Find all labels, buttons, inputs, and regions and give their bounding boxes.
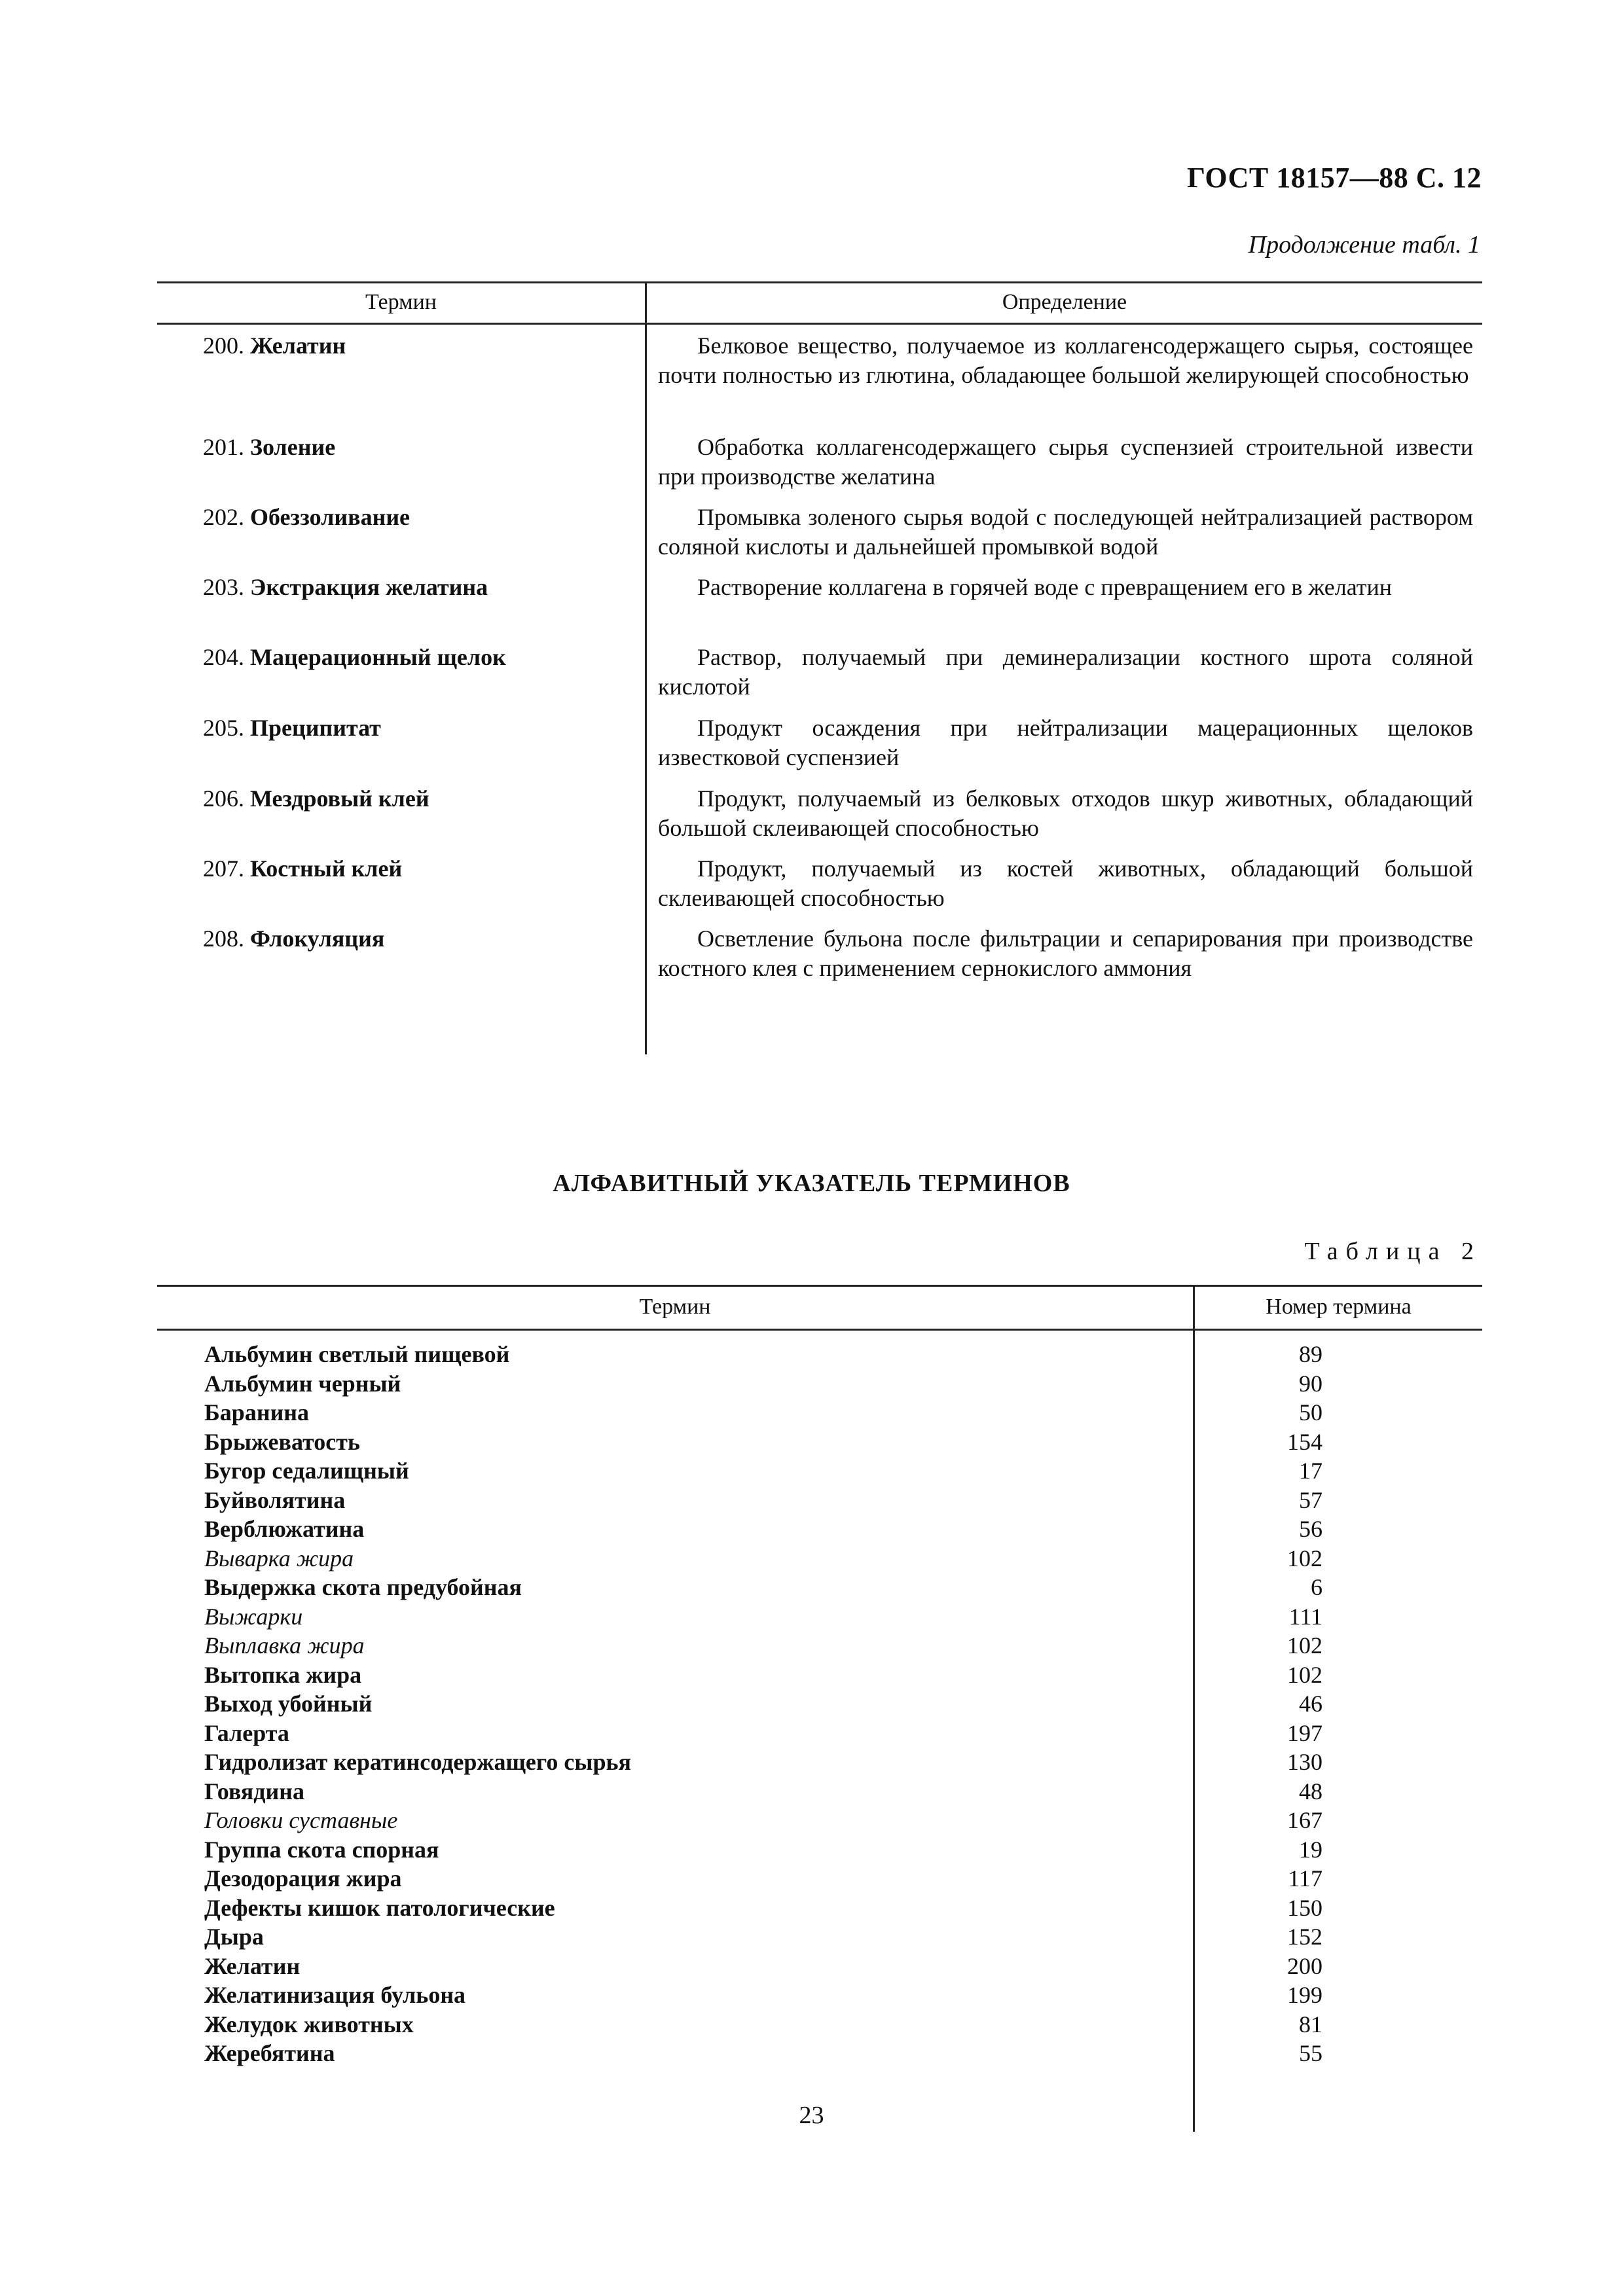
index-term: Выплавка жира [204, 1632, 365, 1659]
index-term-number: 48 [1299, 1778, 1322, 1804]
table-row [157, 1806, 1482, 1835]
term-number: 205. [203, 715, 244, 741]
table-row [157, 1573, 1482, 1602]
term-cell [203, 503, 635, 532]
terms-table [157, 281, 1482, 1054]
index-term-number: 57 [1299, 1486, 1322, 1513]
index-term-number: 102 [1287, 1661, 1322, 1688]
table-row [157, 1660, 1482, 1690]
index-term: Говядина [204, 1778, 304, 1804]
index-term-number: 152 [1287, 1924, 1322, 1950]
table-row [157, 1719, 1482, 1748]
term-name: Преципитат [250, 715, 381, 741]
table-row [157, 1340, 1482, 1369]
table-2-label: Таблица 2 [1304, 1238, 1482, 1265]
table-row [157, 1544, 1482, 1573]
table-row [157, 1515, 1482, 1544]
index-term-number: 154 [1287, 1428, 1322, 1455]
definition-cell: Продукт осаждения при нейтрализации мацерационных щелоков известковой суспензией [658, 715, 1473, 770]
index-term-number: 102 [1287, 1545, 1322, 1571]
index-term: Гидролизат кератинсодержащего сырья [204, 1749, 631, 1775]
index-title: АЛФАВИТНЫЙ УКАЗАТЕЛЬ ТЕРМИНОВ [553, 1170, 1070, 1197]
table-row [157, 2039, 1482, 2068]
index-term: Выварка жира [204, 1545, 354, 1571]
table-row [157, 1777, 1482, 1806]
index-term: Желатин [204, 1952, 301, 1979]
term-number: 204. [203, 644, 244, 670]
index-term: Желудок животных [204, 2011, 414, 2037]
index-term-number: 150 [1287, 1894, 1322, 1921]
index-term: Группа скота спорная [204, 1836, 439, 1863]
index-term-number: 117 [1288, 1865, 1322, 1892]
index-term: Выдержка скота предубойная [204, 1574, 522, 1600]
term-cell [203, 573, 635, 602]
index-term: Альбумин черный [204, 1370, 401, 1397]
term-name: Мацерационный щелок [250, 644, 506, 670]
index-term: Головки суставные [204, 1807, 398, 1833]
table-row [157, 1835, 1482, 1865]
term-name: Обеззоливание [250, 504, 410, 530]
index-term-number: 90 [1299, 1370, 1322, 1397]
index-term-number: 111 [1288, 1603, 1322, 1630]
index-term-number: 56 [1299, 1516, 1322, 1542]
table-row [157, 1369, 1482, 1399]
index-term: Жеребятина [204, 2040, 335, 2066]
index-term: Брыжеватость [204, 1428, 360, 1455]
index-term-number: 17 [1299, 1458, 1322, 1484]
column-header-term-number: Номер термина [1266, 1295, 1412, 1319]
table-continuation-label: Продолжение табл. 1 [1248, 231, 1480, 259]
definition-cell: Растворение коллагена в горячей воде с превращением его в желатин [697, 574, 1393, 600]
definition-cell: Осветление бульона после фильтрации и сепарирования при производстве костного клея с применением сернокислого аммония [658, 925, 1473, 981]
term-name: Костный клей [250, 855, 403, 882]
index-term: Выжарки [204, 1603, 303, 1630]
table-row [157, 1631, 1482, 1660]
index-term-number: 102 [1287, 1632, 1322, 1659]
term-name: Золение [250, 434, 336, 460]
index-term-number: 81 [1299, 2011, 1322, 2037]
index-term: Вытопка жира [204, 1661, 362, 1688]
table-row [157, 1922, 1482, 1952]
page-header: ГОСТ 18157—88 С. 12 [1186, 162, 1482, 194]
definition-cell: Обработка коллагенсодержащего сырья суспензией строительной извести при производстве желатина [658, 434, 1473, 490]
column-header-definition: Определение [1002, 290, 1127, 314]
term-cell [203, 713, 635, 743]
index-term: Верблюжатина [204, 1516, 365, 1542]
term-cell [203, 433, 635, 462]
table-row [157, 2010, 1482, 2039]
index-term: Желатинизация бульона [204, 1982, 466, 2008]
index-table-body [157, 1331, 1482, 2132]
table-row [157, 1748, 1482, 1777]
table-row [157, 1689, 1482, 1719]
term-cell [203, 331, 635, 361]
table-row [157, 1456, 1482, 1486]
index-table-header [157, 1285, 1482, 1331]
column-header-term: Термин [639, 1295, 711, 1319]
terms-table-header [157, 281, 1482, 325]
index-term-number: 200 [1287, 1952, 1322, 1979]
term-cell [203, 924, 635, 954]
term-number: 207. [203, 855, 244, 882]
definition-cell: Раствор, получаемый при деминерализации костного шрота соляной кислотой [658, 644, 1473, 700]
term-number: 202. [203, 504, 244, 530]
definition-cell: Белковое вещество, получаемое из коллагенсодержащего сырья, состоящее почти полностью из глютина, обладающее большой желирующей способностью [658, 332, 1473, 388]
index-term: Дезодорация жира [204, 1865, 402, 1892]
definition-cell: Продукт, получаемый из костей животных, обладающий большой склеивающей способностью [658, 855, 1473, 911]
index-term: Дыра [204, 1924, 264, 1950]
index-term: Баранина [204, 1399, 310, 1426]
index-term: Буйволятина [204, 1486, 346, 1513]
term-name: Флокуляция [250, 925, 385, 952]
term-cell [203, 854, 635, 884]
index-term-number: 130 [1287, 1749, 1322, 1775]
term-number: 201. [203, 434, 244, 460]
terms-table-body [157, 325, 1482, 1054]
index-term-number: 6 [1311, 1574, 1322, 1600]
term-number: 206. [203, 785, 244, 812]
index-table [157, 1285, 1482, 2132]
index-term: Альбумин светлый пищевой [204, 1341, 510, 1367]
table-row [157, 1952, 1482, 1981]
table-row [157, 1893, 1482, 1923]
index-term-number: 46 [1299, 1691, 1322, 1717]
table-row [157, 1602, 1482, 1632]
term-cell [203, 643, 635, 672]
index-term-number: 199 [1287, 1982, 1322, 2008]
page-number: 23 [799, 2102, 824, 2129]
term-cell [203, 784, 635, 814]
index-term-number: 19 [1299, 1836, 1322, 1863]
index-term: Бугор седалищный [204, 1458, 409, 1484]
index-term: Галерта [204, 1719, 289, 1746]
definition-cell: Продукт, получаемый из белковых отходов шкур животных, обладающий большой склеивающей способностью [658, 785, 1473, 841]
index-term-number: 50 [1299, 1399, 1322, 1426]
term-name: Мездровый клей [250, 785, 429, 812]
index-term: Выход убойный [204, 1691, 373, 1717]
term-number: 203. [203, 574, 244, 600]
table-row [157, 1486, 1482, 1515]
term-number: 208. [203, 925, 244, 952]
term-name: Желатин [250, 332, 346, 359]
index-term-number: 89 [1299, 1341, 1322, 1367]
term-number: 200. [203, 332, 244, 359]
table-row [157, 1864, 1482, 1893]
definition-cell: Промывка золеного сырья водой с последующей нейтрализацией раствором соляной кислоты и дальнейшей промывкой водой [658, 504, 1473, 560]
index-term-number: 197 [1287, 1719, 1322, 1746]
index-term-number: 167 [1287, 1807, 1322, 1833]
index-term-number: 55 [1299, 2040, 1322, 2066]
table-row [157, 1427, 1482, 1457]
table-row [157, 1398, 1482, 1427]
column-header-term: Термин [365, 290, 437, 314]
index-term: Дефекты кишок патологические [204, 1894, 555, 1921]
term-name: Экстракция желатина [250, 574, 488, 600]
table-row [157, 1981, 1482, 2010]
